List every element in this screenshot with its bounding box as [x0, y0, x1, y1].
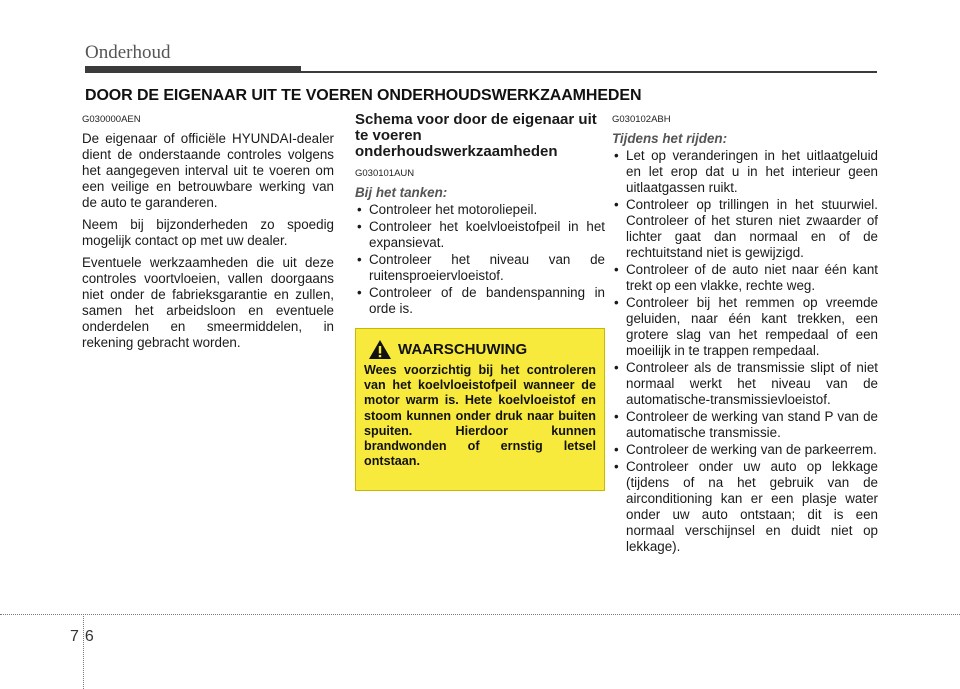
list-item: • Controleer bij het remmen op vreemde geluiden, naar één kant trekken, een grotere slag van het rempedaal of een moeilijk in te trappen rempedaal.	[612, 295, 878, 359]
schedule-column	[355, 112, 605, 318]
chapter-number: 7	[70, 628, 79, 645]
list-item: • Controleer de werking van de parkeerrem.	[612, 442, 878, 458]
chapter-heading: DOOR DE EIGENAAR UIT TE VOEREN ONDERHOUDSWERKZAAMHEDEN	[85, 87, 642, 104]
list-item: • Controleer als de transmissie slipt of niet normaal werkt het niveau van de automatische-transmissievloeistof.	[612, 360, 878, 408]
section-code: G030102ABH	[612, 114, 671, 125]
footer-divider	[0, 614, 960, 615]
header-rule-thick	[85, 66, 301, 73]
intro-paragraph: Eventuele werkzaamheden die uit deze controles voortvloeien, vallen doorgaans niet onder de fabrieksgarantie en zullen, samen het arbeidsloon en eventuele onderdelen en smeermiddelen, in rekening gebracht worden.	[82, 255, 334, 350]
schedule-subheading: Schema voor door de eigenaar uit te voeren onderhoudswerkzaamheden	[355, 111, 597, 160]
driving-checklist	[612, 148, 878, 555]
page-number	[70, 628, 94, 646]
intro-paragraph: De eigenaar of officiële HYUNDAI-dealer dient de onderstaande controles volgens het aangegeven interval uit te voeren om een veilige en betrouwbare werking van de auto te garanderen.	[82, 131, 334, 210]
list-item: • Controleer het niveau van de ruitensproeiervloeistof.	[355, 252, 605, 284]
list-item: • Controleer het motoroliepeil.	[355, 202, 605, 218]
driving-column	[612, 112, 878, 556]
warning-text: Wees voorzichtig bij het controleren van het koelvloeistofpeil wanneer de motor warm is. Hete koelvloeistof en stoom kunnen onder druk naar buiten spuiten. Hierdoor kunnen brandwonden of ernstig letsel ontstaan.	[364, 363, 596, 469]
warning-title: WAARSCHUWING	[398, 341, 528, 358]
driving-heading: Tijdens het rijden:	[612, 131, 728, 146]
refuel-checklist	[355, 202, 605, 317]
list-item: • Controleer het koelvloeistofpeil in het expansievat.	[355, 219, 605, 251]
header-rule-thin	[301, 71, 877, 73]
list-item: • Controleer onder uw auto op lekkage (tijdens of na het gebruik van de airconditioning kan er een plasje water onder uw auto ontstaan; dit is een normaal verschijnsel en duidt niet op lekkage).	[612, 459, 878, 555]
intro-paragraph: Neem bij bijzonderheden zo spoedig mogelijk contact op met uw dealer.	[82, 217, 334, 248]
list-item: • Controleer op trillingen in het stuurwiel. Controleer of het sturen niet zwaarder of lichter gaat dan normaal en of de rechtuitstand niet is gewijzigd.	[612, 197, 878, 261]
warning-header	[364, 339, 596, 360]
section-title: Onderhoud	[85, 42, 171, 63]
warning-triangle-icon	[368, 339, 392, 360]
list-item: • Controleer of de bandenspanning in orde is.	[355, 285, 605, 317]
list-item: • Controleer of de auto niet naar één kant trekt op een vlakke, rechte weg.	[612, 262, 878, 294]
intro-column	[82, 112, 334, 357]
refuel-heading: Bij het tanken:	[355, 185, 448, 200]
section-code: G030000AEN	[82, 114, 141, 125]
page-in-chapter: 6	[84, 628, 94, 645]
list-item: • Controleer de werking van stand P van de automatische transmissie.	[612, 409, 878, 441]
section-code: G030101AUN	[355, 168, 415, 179]
footer-gutter-line	[83, 614, 84, 689]
list-item: • Let op veranderingen in het uitlaatgeluid en let erop dat u in het interieur geen uitlaatgassen ruikt.	[612, 148, 878, 196]
warning-box	[355, 328, 605, 491]
